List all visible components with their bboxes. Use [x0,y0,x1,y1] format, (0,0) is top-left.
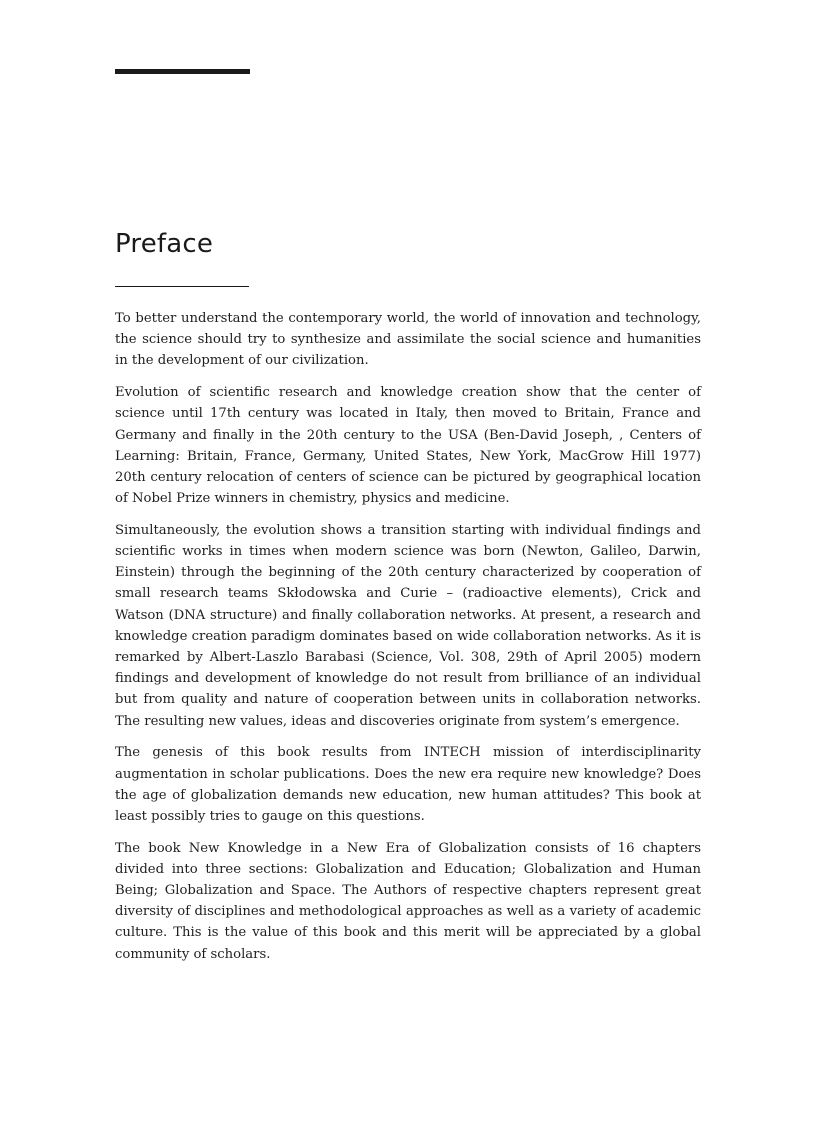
preface-body [115,308,701,975]
paragraph-3: Simultaneously, the evolution shows a transition starting with individual findings and scientific works in times when modern science was born (Newton, Galileo, Darwin, Einstein) through the beginning of the 20th century characterized by cooperation of small research teams Skłodowska and Curie – (radioactive elements), Crick and Watson (DNA structure) and finally collaboration networks. At present, a research and knowledge creation paradigm dominates based on wide collaboration networks. As it is remarked by Albert-Laszlo Barabasi (Science, Vol. 308, 29th of April 2005) modern findings and development of knowledge do not result from brilliance of an individual but from quality and nature of cooperation between units in collaboration networks. The resulting new values, ideas and discoveries originate from system’s emergence. [115,522,701,729]
paragraph-1: To better understand the contemporary world, the world of innovation and technology, the science should try to synthesize and assimilate the social science and humanities in the development of our civilization. [115,311,701,369]
top-decorative-rule [115,69,250,74]
paragraph-2: Evolution of scientific research and knowledge creation show that the center of science until 17th century was located in Italy, then moved to Britain, France and Germany and finally in the 20th century to the USA (Ben-David Joseph, , Centers of Learning: Britain, France, Germany, United States, New York, MacGrow Hill 1977) 20th century relocation of centers of science can be pictured by geographical location of Nobel Prize winners in chemistry, physics and medicine. [115,385,701,507]
page-title: Preface [115,229,214,259]
title-underline-rule [115,286,249,287]
paragraph-5: The book New Knowledge in a New Era of Globalization consists of 16 chapters divided into three sections: Globalization and Education; Globalization and Human Being; Globalization and Space. The Authors of respective chapters represent great diversity of disciplines and methodological approaches as well as a variety of academic culture. This is the value of this book and this merit will be appreciated by a global community of scholars. [115,840,701,962]
paragraph-4: The genesis of this book results from INTECH mission of interdisciplinarity augmentation in scholar publications. Does the new era require new knowledge? Does the age of globalization demands new education, new human attitudes? This book at least possibly tries to gauge on this questions. [115,745,701,824]
